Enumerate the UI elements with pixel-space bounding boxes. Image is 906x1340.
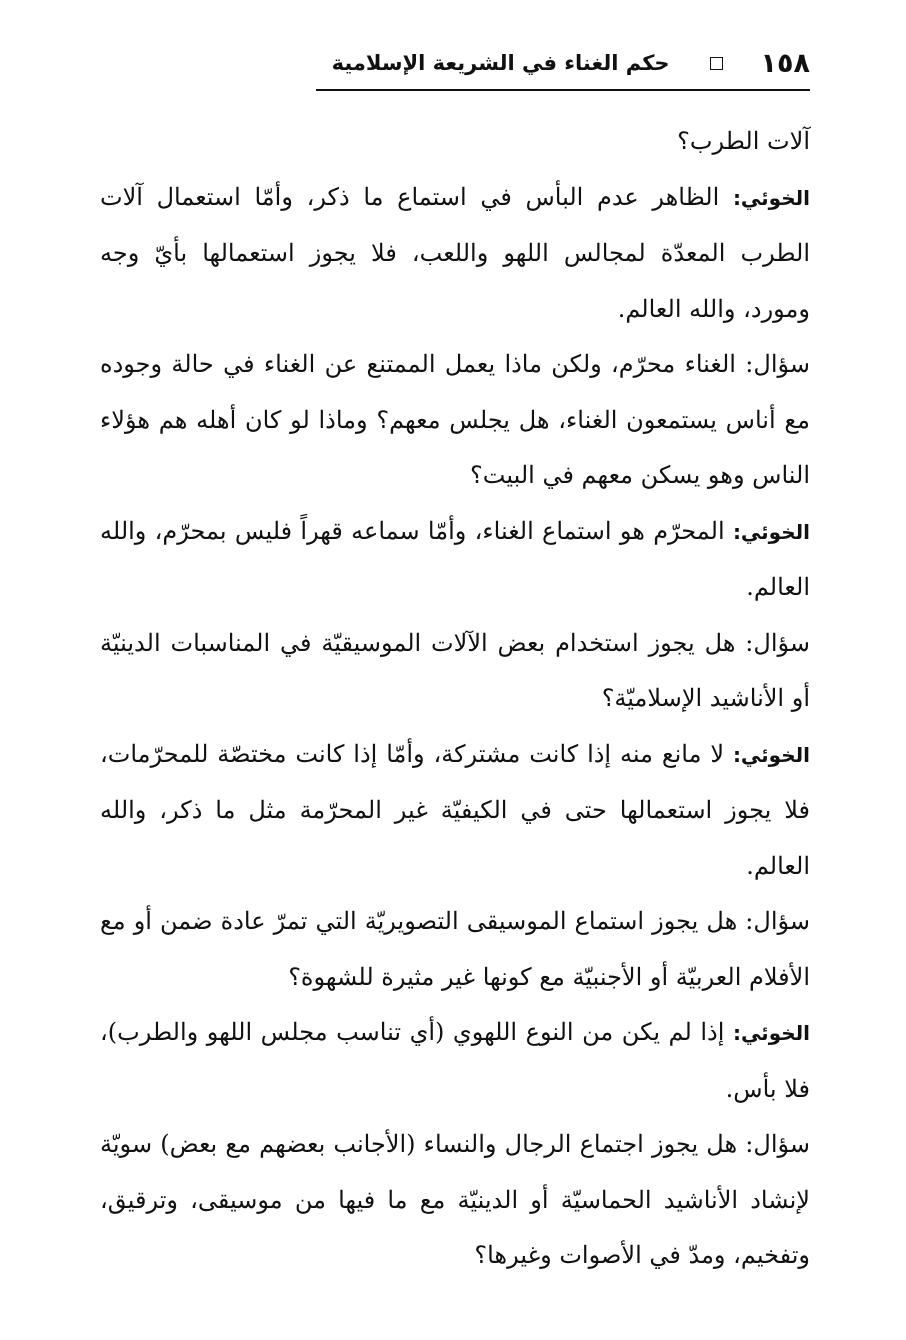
- question-text: سؤال: هل يجوز استخدام بعض الآلات الموسيقيّة في المناسبات الدينيّة أو الأناشيد الإسلاميّة؟: [100, 628, 810, 712]
- speaker-label: الخوئي:: [732, 519, 810, 544]
- question-text: سؤال: الغناء محرّم، ولكن ماذا يعمل الممتنع عن الغناء في حالة وجوده مع أناس يستمعون الغناء، هل يجلس معهم؟ وماذا لو كان أهله هم هؤلاء الناس وهو يسكن معهم في البيت؟: [100, 350, 810, 489]
- question-text: سؤال: هل يجوز اجتماع الرجال والنساء (الأجانب بعضهم مع بعض) سويّة لإنشاد الأناشيد الحماسيّة أو الدينيّة مع ما فيها من موسيقى، وترقيق، وتفخيم، ومدّ في الأصوات وغيرها؟: [100, 1130, 810, 1269]
- page-number: ١٥٨: [760, 47, 810, 79]
- speaker-label: الخوئي:: [732, 1021, 811, 1045]
- paragraph-question: [100, 337, 810, 504]
- answer-text: المحرّم هو استماع الغناء، وأمّا سماعه قهراً فليس بمحرّم، والله العالم.: [100, 516, 810, 601]
- running-title: حكم الغناء في الشريعة الإسلامية: [331, 51, 670, 75]
- paragraph-answer: [100, 170, 810, 338]
- paragraph-question: [100, 894, 810, 1005]
- question-text: سؤال: هل يجوز استماع الموسيقى التصويريّة التي تمرّ عادة ضمن أو مع الأفلام العربيّة أو الأجنبيّة مع كونها غير مثيرة للشهوة؟: [100, 907, 810, 991]
- paragraph-question: [100, 616, 810, 727]
- speaker-label: الخوئي:: [732, 742, 810, 767]
- answer-text: إذا لم يكن من النوع اللهوي (أي تناسب مجلس اللهو والطرب)، فلا بأس.: [100, 1018, 810, 1103]
- answer-text: لا مانع منه إذا كانت مشتركة، وأمّا إذا كانت مختصّة للمحرّمات، فلا يجوز استعمالها حتى في الكيفيّة غير المحرّمة مثل ما ذكر، والله العالم.: [100, 739, 810, 880]
- running-head: [316, 38, 810, 88]
- speaker-label: الخوئي:: [732, 185, 810, 210]
- paragraph-question: [100, 1117, 810, 1284]
- paragraph-answer: [100, 504, 810, 616]
- paragraph-answer: [100, 727, 810, 895]
- paragraph-continuation: آلات الطرب؟: [677, 127, 810, 155]
- body-text: [100, 114, 810, 1284]
- answer-text: الظاهر عدم البأس في استماع ما ذكر، وأمّا استعمال آلات الطرب المعدّة لمجالس اللهو واللعب، فلا يجوز استعمالها بأيّ وجه ومورد، والله العالم.: [100, 182, 810, 323]
- square-icon: [710, 57, 723, 70]
- paragraph-answer: [100, 1005, 810, 1117]
- header-rule: [316, 89, 810, 91]
